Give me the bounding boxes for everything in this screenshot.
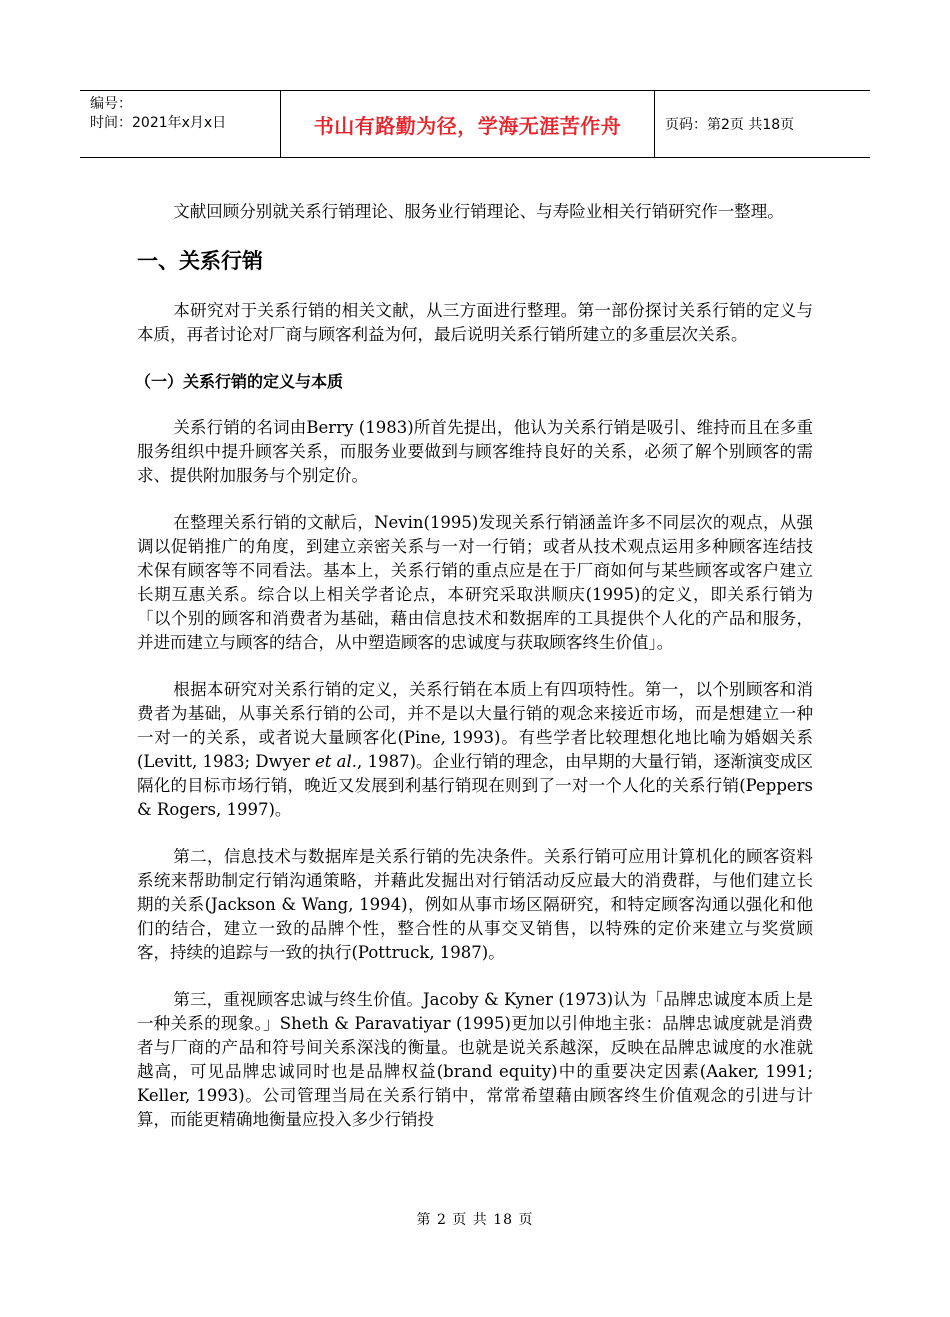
section-heading: 一、关系行销 xyxy=(137,249,263,273)
paragraph-text: 根据本研究对关系行销的定义，关系行销在本质上有四项特性。第一，以个别顾客和消费者为基础，从事关系行销的公司，并不是以大量行销的观念来接近市场，而是想建立一种一对一的关系，或者说大量顾客化(Pine, 1993)。有些学者比较理想化地比喻为婚姻关系(Levitt, 1983; Dwyer xyxy=(137,680,813,771)
page-footer: 第 2 页 共 18 页 xyxy=(416,1212,534,1228)
document-number-label: 编号： xyxy=(90,96,132,112)
document-body xyxy=(137,200,813,1155)
italic-citation: et al. xyxy=(315,752,358,771)
paragraph-first-characteristic xyxy=(137,678,813,822)
paragraph-second-characteristic: 第二，信息技术与数据库是关系行销的先决条件。关系行销可应用计算机化的顾客资料系统来帮助制定行销沟通策略，并藉此发掘出对行销活动反应最大的消费群，与他们建立长期的关系(Jackson & Wang, 1994)，例如从事市场区隔研究，和特定顾客沟通以强化和他们的结合，建立一致的品牌个性，整合性的从事交叉销售，以特殊的定价来建立与奖赏顾客，持续的追踪与一致的执行(Pottruck, 1987)。 xyxy=(137,847,813,962)
page-header-table xyxy=(80,90,870,158)
header-page-info: 页码：第2页 共18页 xyxy=(665,117,795,133)
subsection-heading: （一）关系行销的定义与本质 xyxy=(135,372,344,391)
paragraph-berry: 关系行销的名词由Berry (1983)所首先提出，他认为关系行销是吸引、维持而且在多重服务组织中提升顾客关系，而服务业要做到与顾客维持良好的关系，必须了解个别顾客的需求、提供附加服务与个别定价。 xyxy=(137,418,813,485)
paragraph-nevin: 在整理关系行销的文献后，Nevin(1995)发现关系行销涵盖许多不同层次的观点，从强调以促销推广的角度，到建立亲密关系与一对一行销；或者从技术观点运用多种顾客连结技术保有顾客等不同看法。基本上，关系行销的重点应是在于厂商如何与某些顾客或客户建立长期互惠关系。综合以上相关学者论点，本研究采取洪顺庆(1995)的定义，即关系行销为「以个别的顾客和消费者为基础，藉由信息技术和数据库的工具提供个人化的产品和服务，并进而建立与顾客的结合，从中塑造顾客的忠诚度与获取顾客终生价值」。 xyxy=(137,513,813,652)
paragraph-text: , 1987)。企业行销的理念，由早期的大量行销，逐渐演变成区隔化的目标市场行销，晚近又发展到利基行销现在则到了一对一个人化的关系行销(Peppers & Rogers, 1997)。 xyxy=(137,752,814,819)
document-time-label: 时间：2021年x月x日 xyxy=(90,115,227,131)
header-meta-cell xyxy=(80,91,281,157)
section-intro-paragraph: 本研究对于关系行销的相关文献，从三方面进行整理。第一部份探讨关系行销的定义与本质，再者讨论对厂商与顾客利益为何，最后说明关系行销所建立的多重层次关系。 xyxy=(137,301,813,344)
header-motto: 书山有路勤为径，学海无涯苦作舟 xyxy=(281,91,655,157)
intro-paragraph: 文献回顾分别就关系行销理论、服务业行销理论、与寿险业相关行销研究作一整理。 xyxy=(173,202,784,221)
paragraph-third-characteristic: 第三，重视顾客忠诚与终生价值。Jacoby & Kyner (1973)认为「品牌忠诚度本质上是一种关系的现象。」Sheth & Paravatiyar (1995)更加以引伸地主张：品牌忠诚度就是消费者与厂商的产品和符号间关系深浅的衡量。也就是说关系越深，反映在品牌忠诚度的水准就越高，可见品牌忠诚同时也是品牌权益(brand equity)中的重要决定因素(Aaker, 1991; Keller, 1993)。公司管理当局在关系行销中，常常希望藉由顾客终生价值观念的引进与计算，而能更精确地衡量应投入多少行销投 xyxy=(137,990,813,1129)
